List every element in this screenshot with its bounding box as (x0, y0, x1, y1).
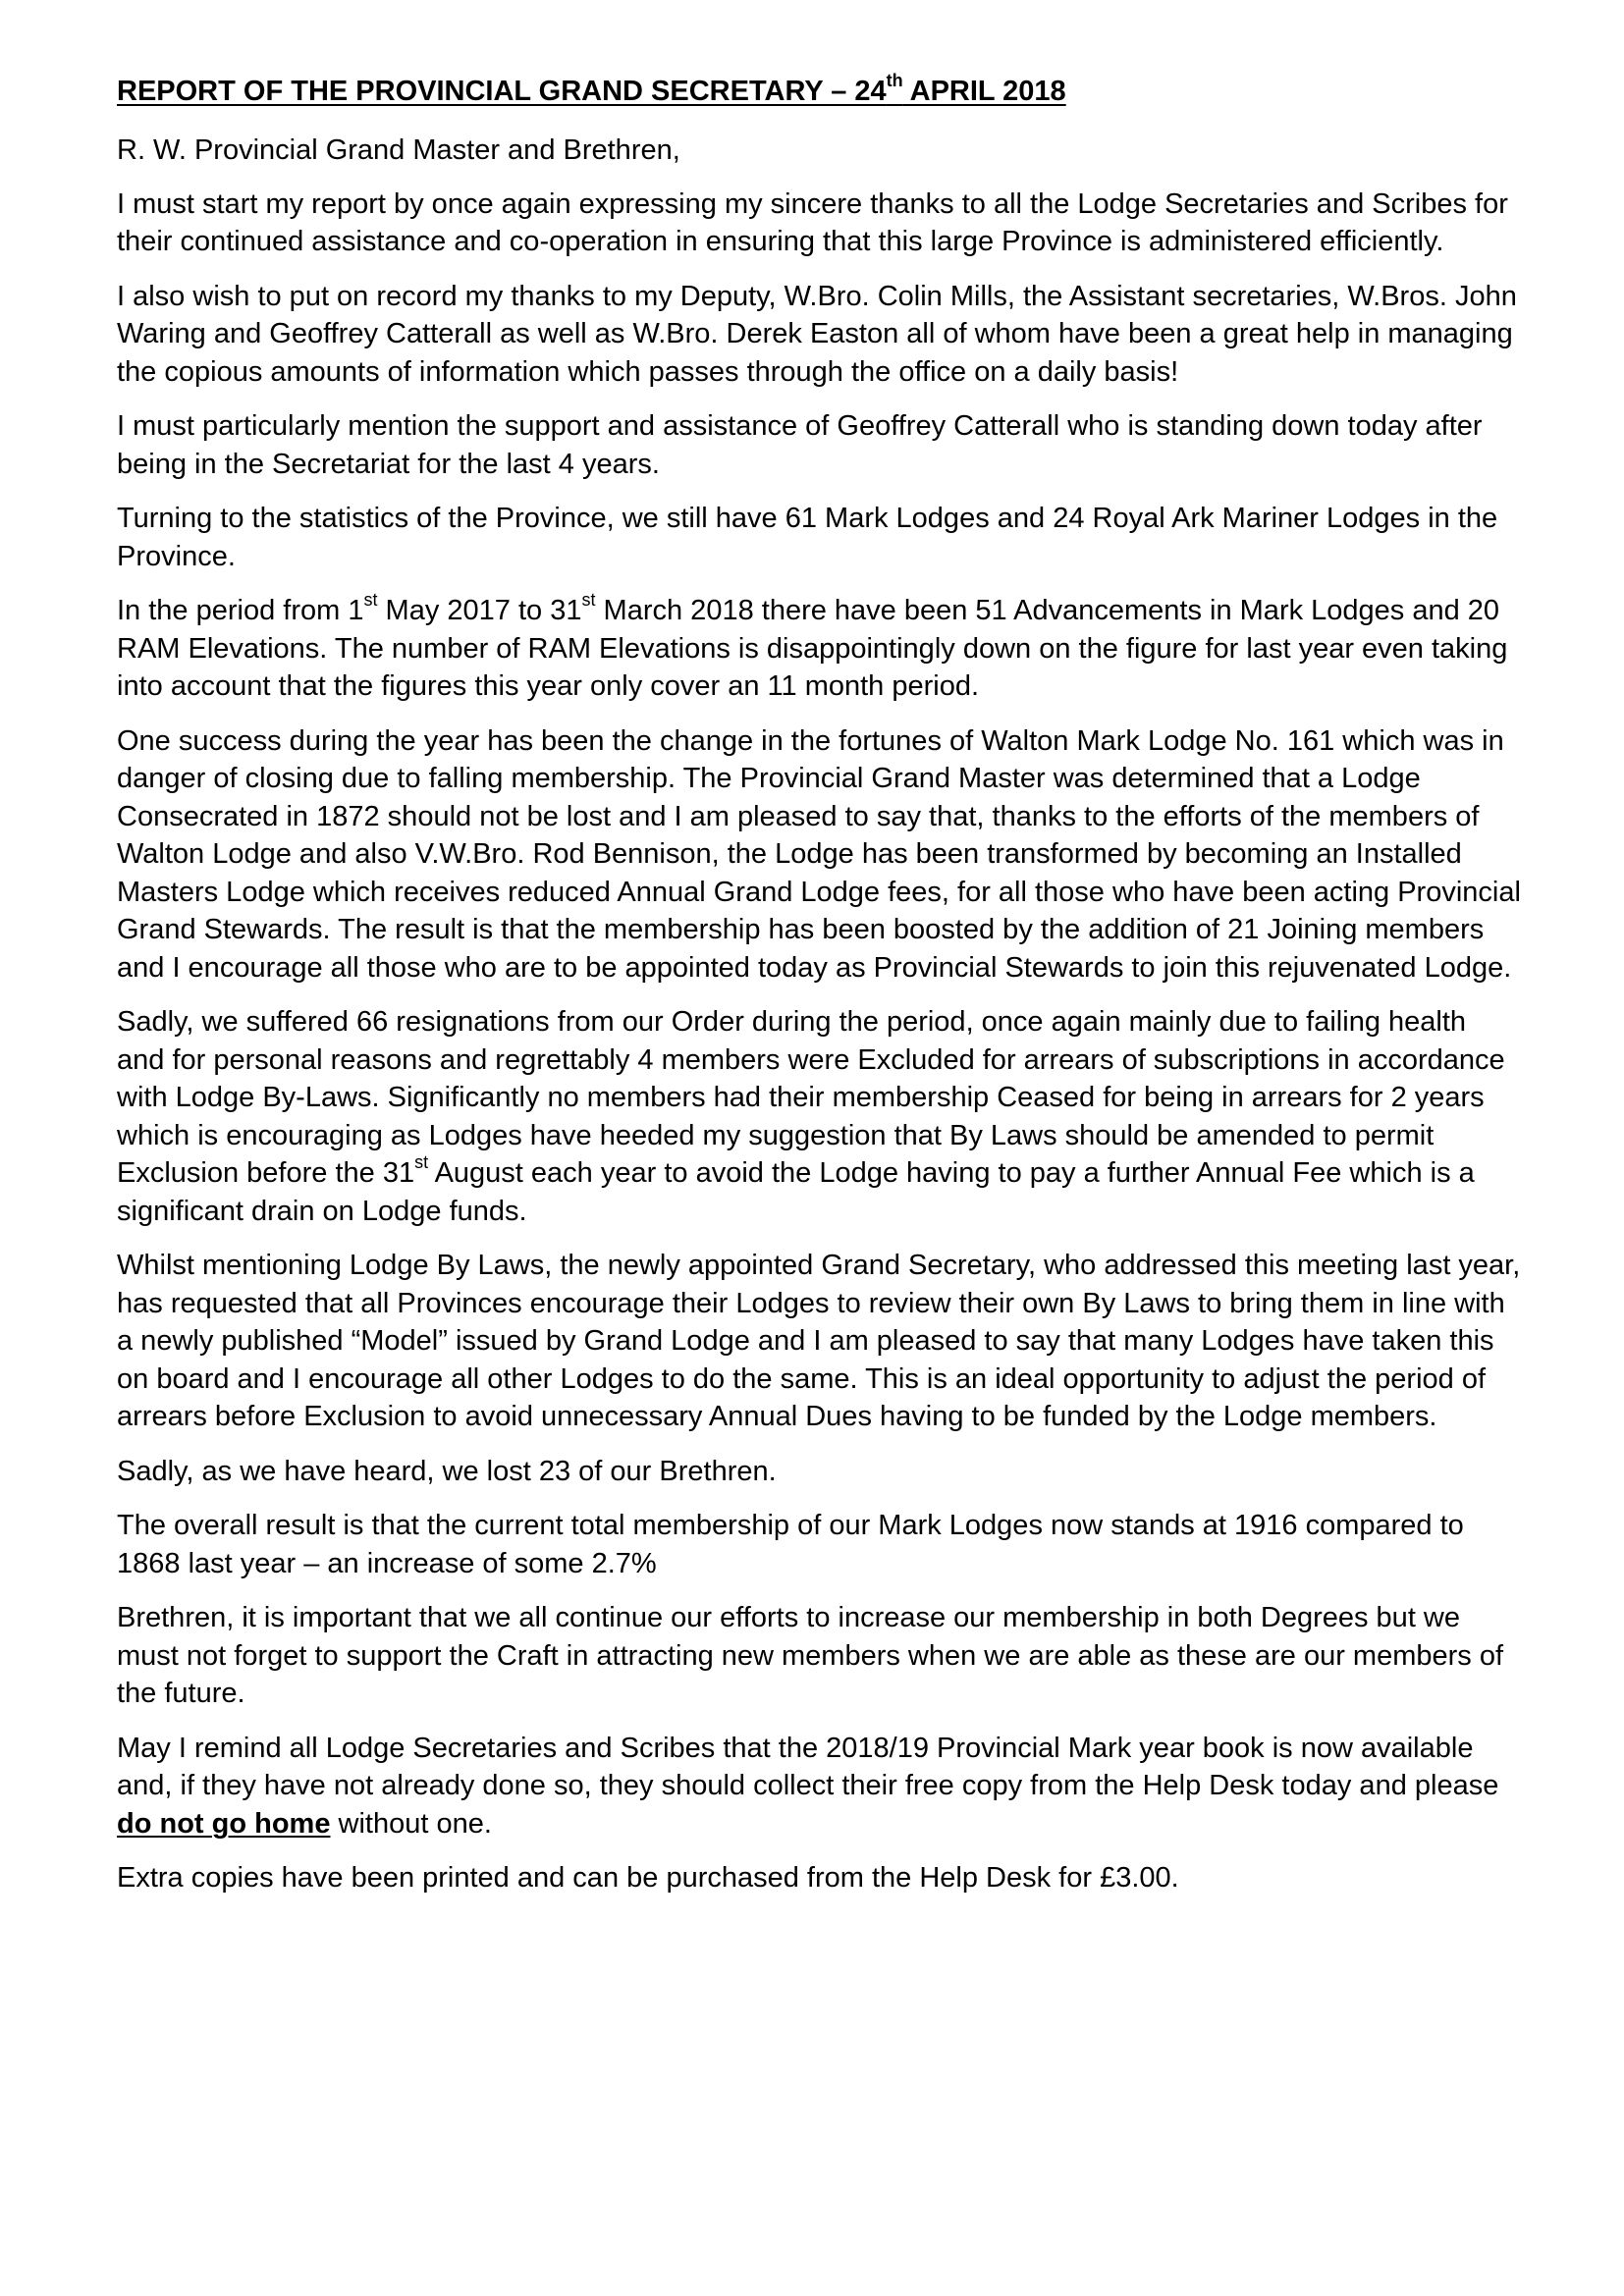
paragraph-resignations (117, 1003, 1521, 1230)
emphasis-do-not-go-home: do not go home (117, 1807, 331, 1840)
paragraph-extra-copies: Extra copies have been printed and can be purchased from the Help Desk for £3.00. (117, 1862, 1179, 1894)
title-text: REPORT OF THE PROVINCIAL GRAND SECRETARY – 24 (117, 76, 887, 107)
year-book-text-b: without one. (330, 1807, 492, 1840)
paragraph-membership-efforts: Brethren, it is important that we all continue our efforts to increase our membership in both Degrees but we must not forget to support the Craft in attracting new members when we are able as these are our members of the future. (117, 1602, 1504, 1709)
paragraph-year-book (117, 1730, 1521, 1843)
salutation: R. W. Provincial Grand Master and Brethren, (117, 134, 680, 166)
resignations-text-a: Sadly, we suffered 66 resignations from our Order during the period, once again mainly due to failing health and for personal reasons and regrettably 4 members were Excluded for arrears of subscriptions in accordance with Lodge By-Laws. Significantly no members had their membership Ceased for being in arrears for 2 years which is encouraging as Lodges have heeded my suggestion that By Laws should be amended to permit Exclusion before the 31 (117, 1006, 1505, 1189)
paragraph-statistics: Turning to the statistics of the Province, we still have 61 Mark Lodges and 24 Royal Ark Mariner Lodges in the Province. (117, 503, 1498, 572)
year-book-text-a: May I remind all Lodge Secretaries and Scribes that the 2018/19 Provincial Mark year book is now available and, if they have not already done so, they should collect their free copy from the Help Desk today and please (117, 1732, 1499, 1801)
paragraph-losses: Sadly, as we have heard, we lost 23 of our Brethren. (117, 1455, 777, 1487)
paragraph-thanks-secretaries: I must start my report by once again expressing my sincere thanks to all the Lodge Secretaries and Scribes for their continued assistance and co-operation in ensuring that this large Province is administered efficiently. (117, 187, 1508, 257)
paragraph-advancements (117, 592, 1521, 706)
title-ordinal-suffix: th (886, 71, 903, 91)
advancements-text-b: May 2017 to 31 (377, 595, 582, 626)
advancements-text-a: In the period from 1 (117, 595, 364, 626)
paragraph-thanks-deputy: I also wish to put on record my thanks to my Deputy, W.Bro. Colin Mills, the Assistant secretaries, W.Bros. John Waring and Geoffrey Catterall as well as W.Bro. Derek Easton all of whom have been a great help in managing the copious amounts of information which passes through the office on a daily basis! (117, 280, 1517, 388)
paragraph-membership-total: The overall result is that the current total membership of our Mark Lodges now stands at 1916 compared to 1868 last year – an increase of some 2.7% (117, 1510, 1464, 1579)
paragraph-catterall: I must particularly mention the support and assistance of Geoffrey Catterall who is standing down today after being in the Secretariat for the last 4 years. (117, 410, 1483, 480)
advancements-text-c: March 2018 there have been 51 Advancements in Mark Lodges and 20 RAM Elevations. The number of RAM Elevations is disappointingly down on the figure for last year even taking into account that the figures this year only cover an 11 month period. (117, 595, 1508, 702)
ordinal-suffix: st (363, 590, 378, 611)
paragraph-by-laws: Whilst mentioning Lodge By Laws, the newly appointed Grand Secretary, who addressed this meeting last year, has requested that all Provinces encourage their Lodges to review their own By Laws to bring them in line with a newly published “Model” issued by Grand Lodge and I am pleased to say that many Lodges have taken this on board and I encourage all other Lodges to do the same. This is an ideal opportunity to adjust the period of arrears before Exclusion to avoid unnecessary Annual Dues having to be funded by the Lodge members. (117, 1250, 1521, 1432)
ordinal-suffix: st (414, 1152, 429, 1173)
resignations-text-b: August each year to avoid the Lodge having to pay a further Annual Fee which is a significant drain on Lodge funds. (117, 1157, 1475, 1227)
title-text-end: APRIL 2018 (902, 76, 1066, 107)
document-page (117, 73, 1521, 1914)
page-title (117, 73, 1521, 110)
paragraph-walton-lodge: One success during the year has been the change in the fortunes of Walton Mark Lodge No. 161 which was in danger of closing due to falling membership. The Provincial Grand Master was determined that a Lodge Consecrated in 1872 should not be lost and I am pleased to say that, thanks to the efforts of the members of Walton Lodge and also V.W.Bro. Rod Bennison, the Lodge has been transformed by becoming an Installed Masters Lodge which receives reduced Annual Grand Lodge fees, for all those who have been acting Provincial Grand Stewards. The result is that the membership has been boosted by the addition of 21 Joining members and I encourage all those who are to be appointed today as Provincial Stewards to join this rejuvenated Lodge. (117, 724, 1521, 984)
ordinal-suffix: st (581, 590, 596, 611)
